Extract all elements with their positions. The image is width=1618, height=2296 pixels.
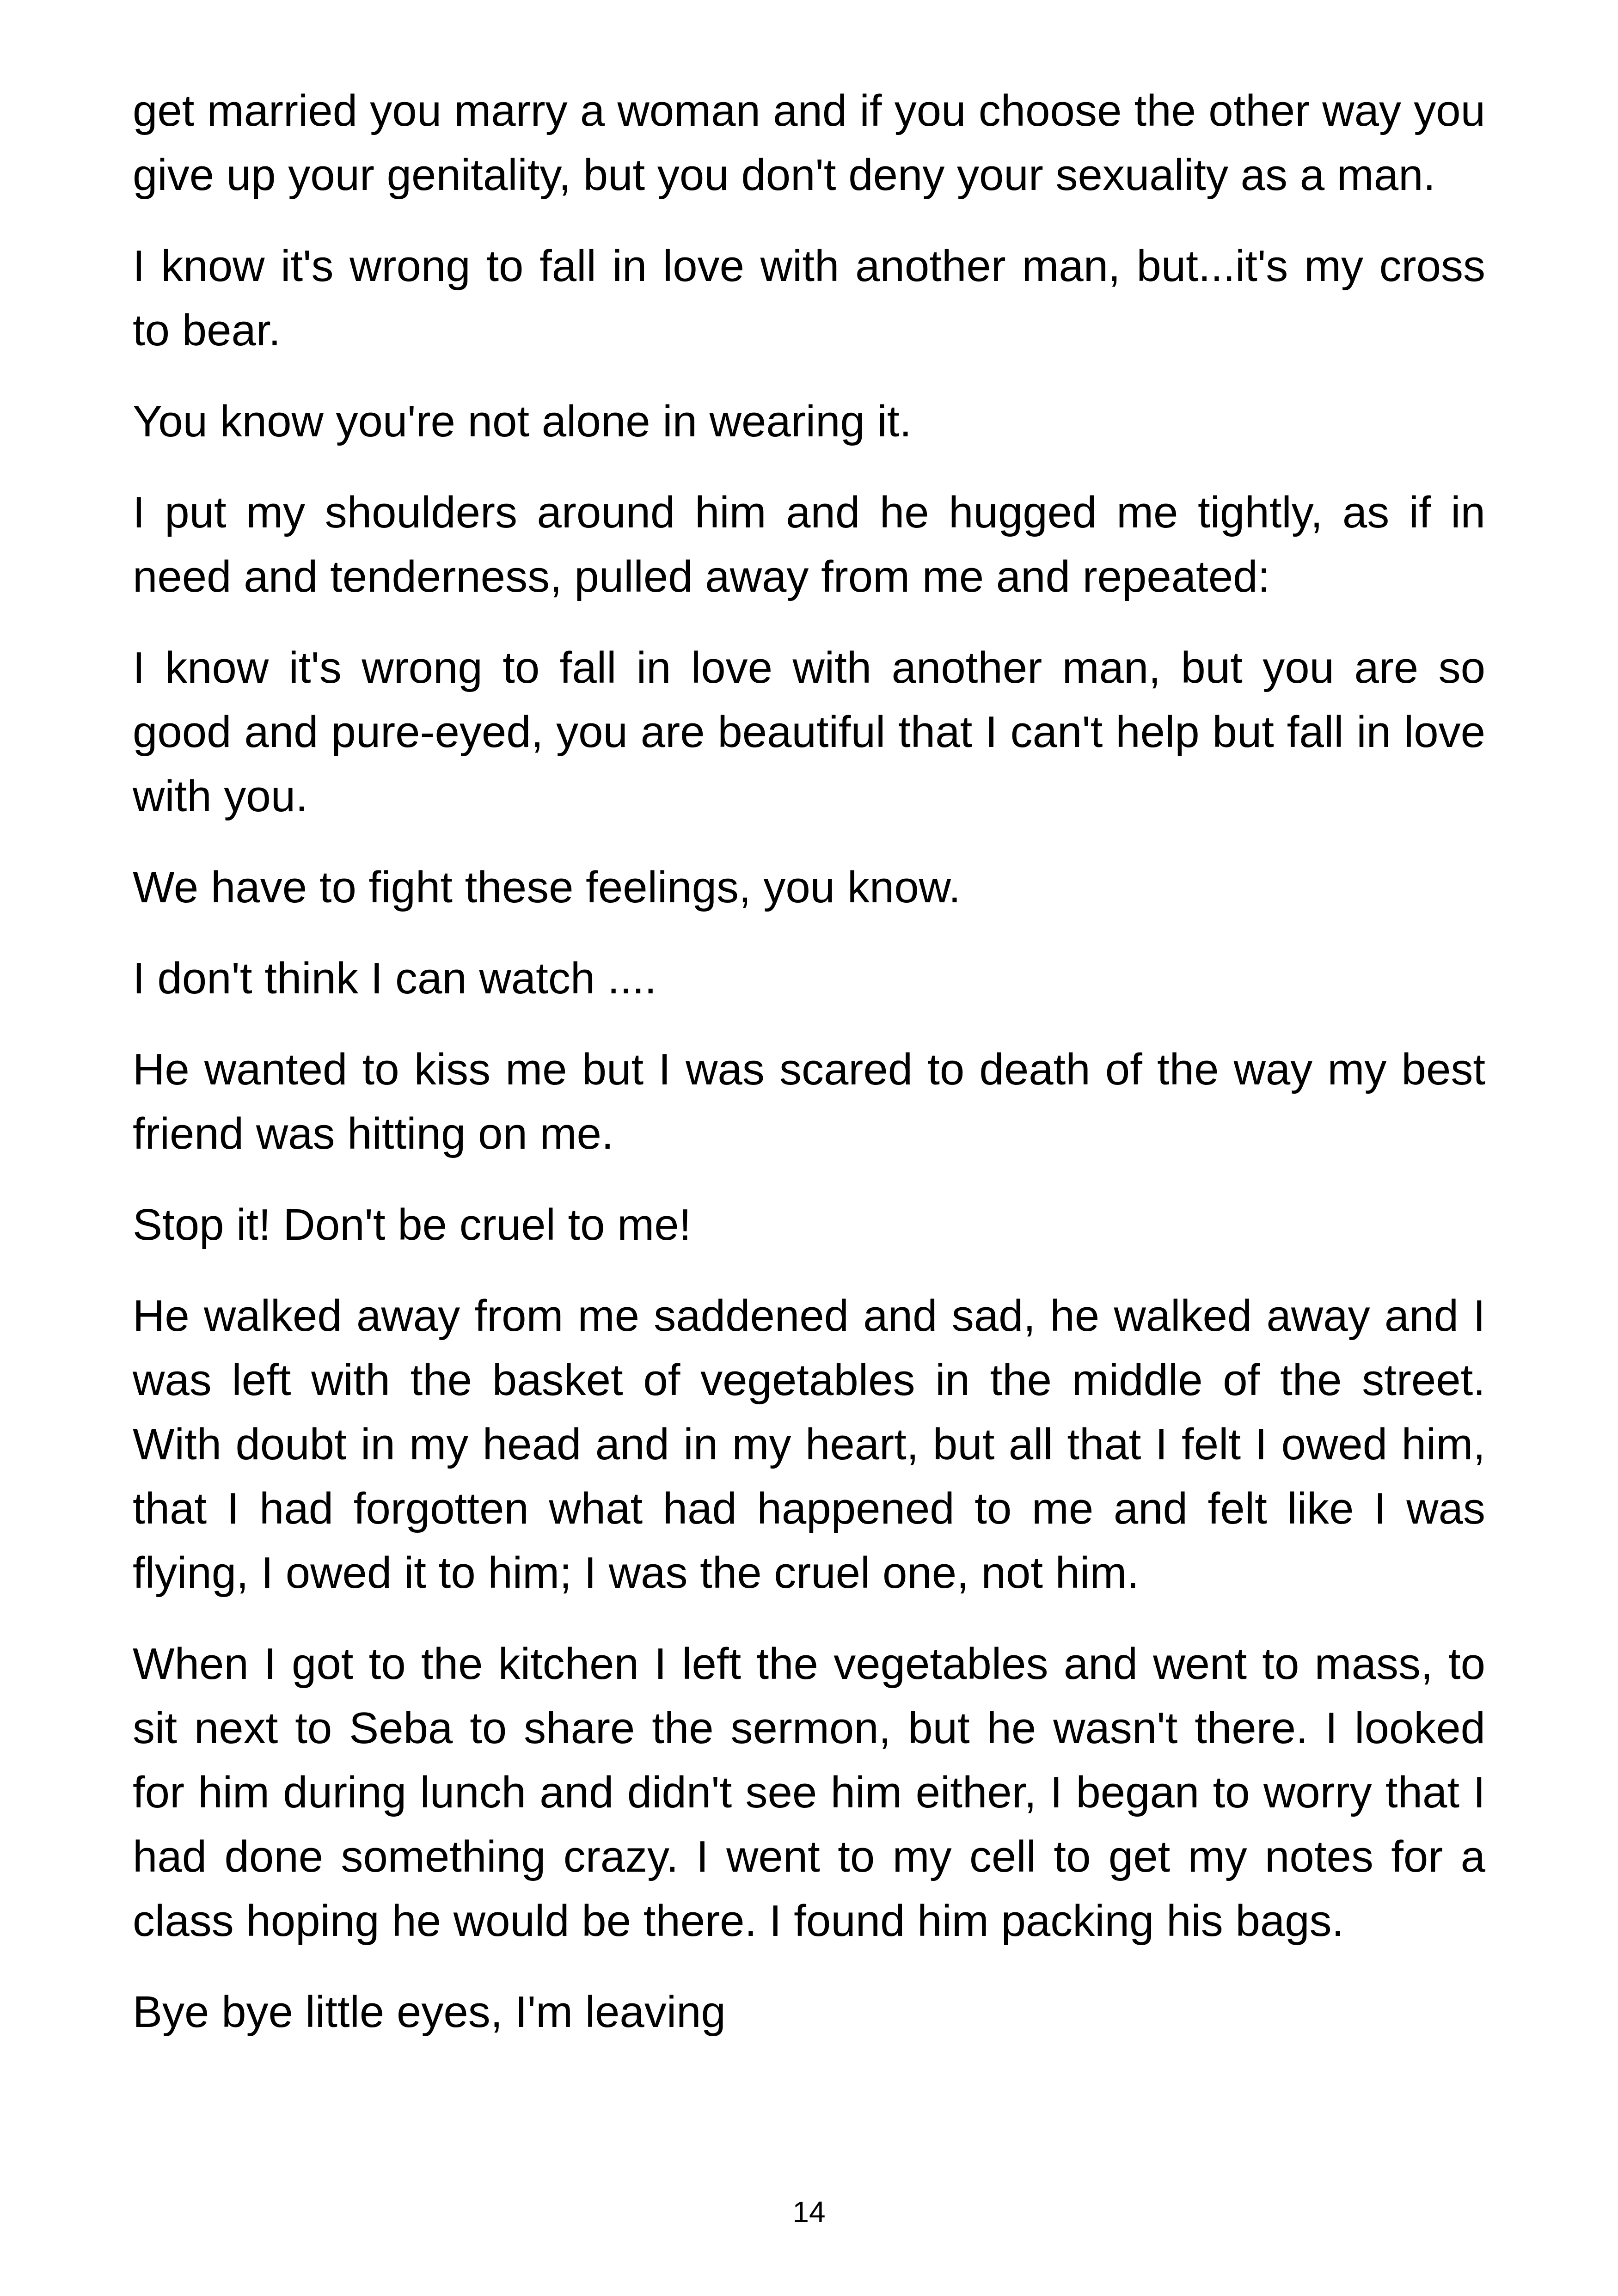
- paragraph: I put my shoulders around him and he hugged me tightly, as if in need and tenderness, pulled away from me and repeated:: [133, 488, 1485, 601]
- paragraph: He walked away from me saddened and sad, he walked away and I was left with the basket of vegetables in the middle of the street. With doubt in my head and in my heart, but all that I felt I owed him, that I had forgotten what had happened to me and felt like I was flying, I owed it to him; I was the cruel one, not him.: [133, 1291, 1485, 1598]
- paragraph: I know it's wrong to fall in love with another man, but...it's my cross to bear.: [133, 241, 1485, 355]
- page-number: 14: [792, 2195, 826, 2229]
- body-text: [133, 79, 1485, 2071]
- paragraph: We have to fight these feelings, you know.: [133, 863, 961, 912]
- paragraph: When I got to the kitchen I left the vegetables and went to mass, to sit next to Seba to share the sermon, but he wasn't there. I looked for him during lunch and didn't see him either, I began to worry that I had done something crazy. I went to my cell to get my notes for a class hoping he would be there. I found him packing his bags.: [133, 1639, 1485, 1946]
- paragraph: get married you marry a woman and if you choose the other way you give up your genitality, but you don't deny your sexuality as a man.: [133, 86, 1485, 200]
- paragraph: Stop it! Don't be cruel to me!: [133, 1200, 692, 1249]
- paragraph: I know it's wrong to fall in love with another man, but you are so good and pure-eyed, you are beautiful that I can't help but fall in love with you.: [133, 643, 1485, 821]
- paragraph: I don't think I can watch ....: [133, 954, 657, 1003]
- paragraph: Bye bye little eyes, I'm leaving: [133, 1987, 726, 2037]
- paragraph: You know you're not alone in wearing it.: [133, 397, 912, 446]
- paragraph: He wanted to kiss me but I was scared to death of the way my best friend was hitting on me.: [133, 1045, 1485, 1158]
